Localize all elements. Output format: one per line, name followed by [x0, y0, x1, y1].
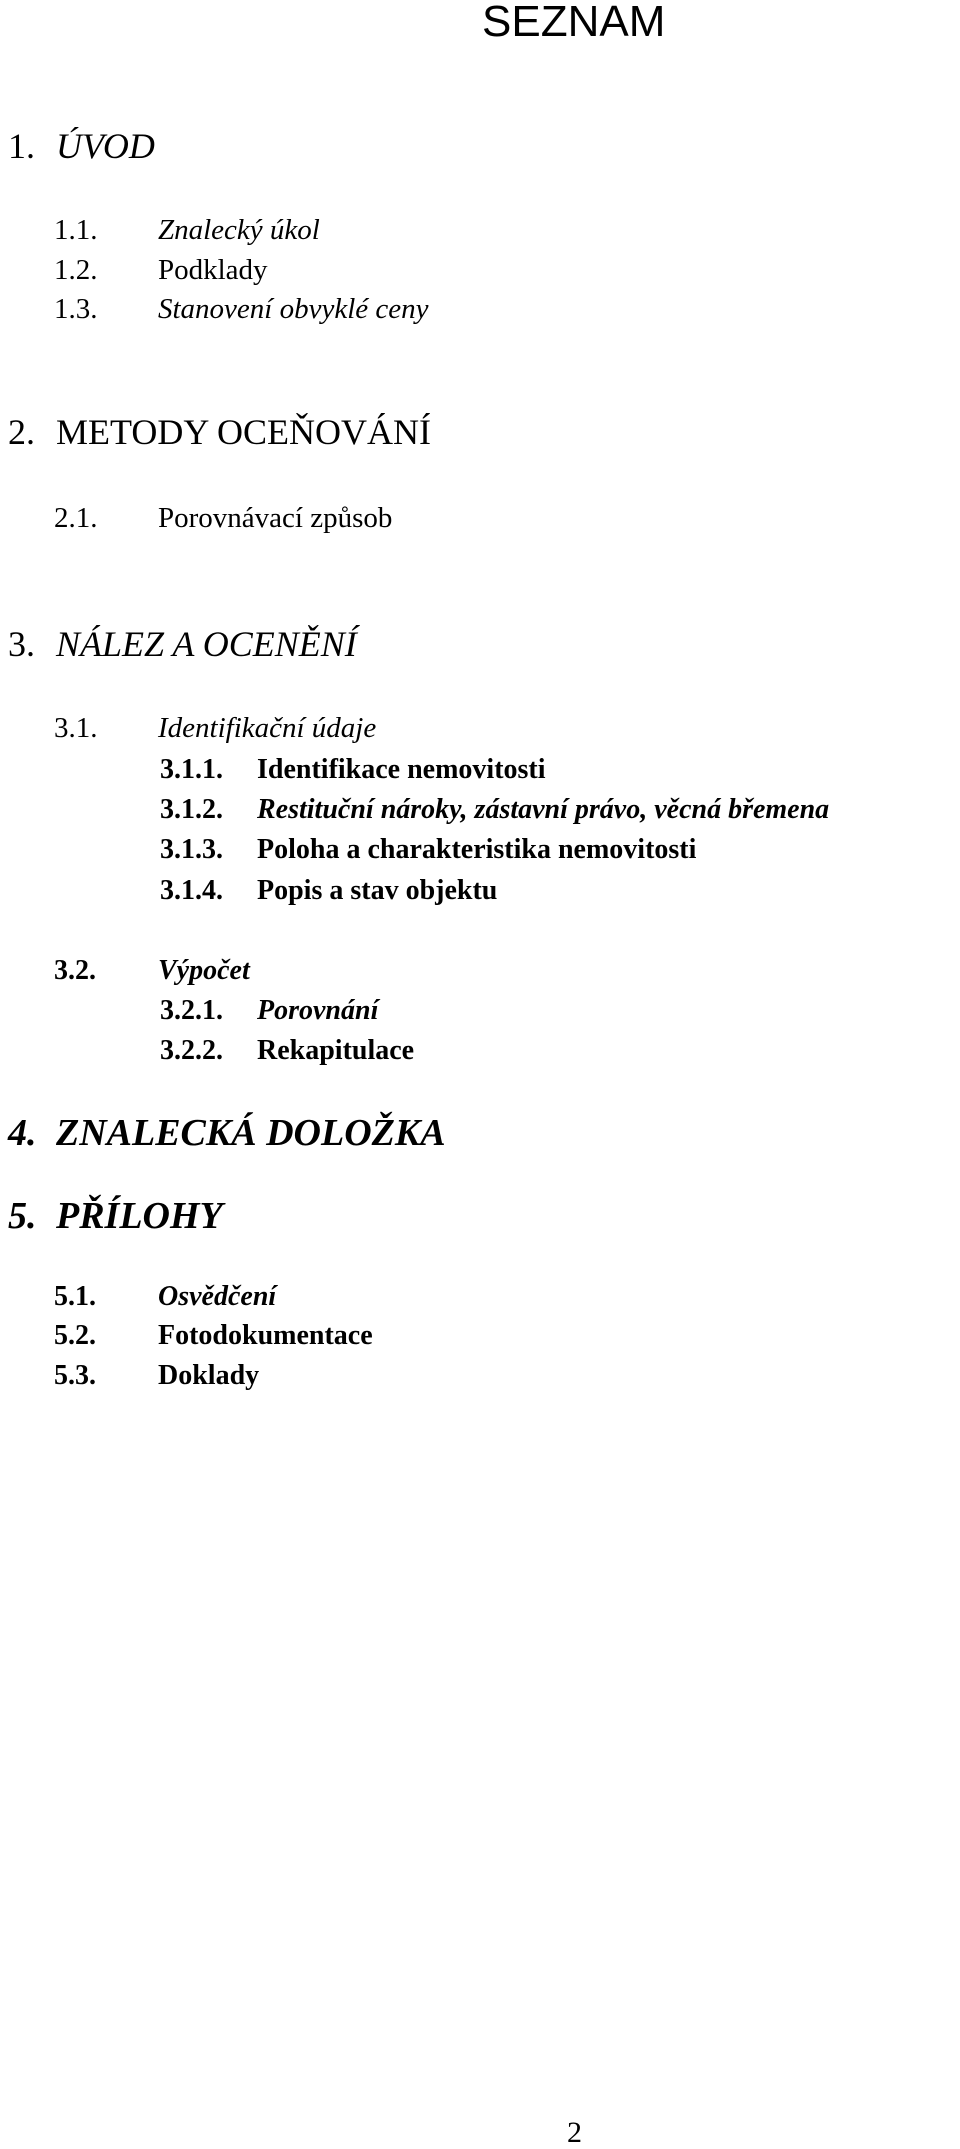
section-1-title: ÚVOD — [56, 126, 155, 166]
item-3-2-label: Výpočet — [158, 955, 250, 986]
item-5-2-label: Fotodokumentace — [158, 1320, 373, 1351]
item-3-2-number: 3.2. — [54, 955, 96, 986]
item-3-1-1-number: 3.1.1. — [160, 754, 223, 785]
item-1-3-label: Stanovení obvyklé ceny — [158, 293, 429, 325]
section-4-number: 4. — [8, 1112, 37, 1154]
item-5-1-number: 5.1. — [54, 1281, 96, 1312]
item-3-1-2-number: 3.1.2. — [160, 794, 223, 825]
item-2-1-label: Porovnávací způsob — [158, 502, 393, 534]
item-3-1-4-number: 3.1.4. — [160, 875, 223, 906]
item-3-1-1-label: Identifikace nemovitosti — [257, 754, 546, 785]
item-3-2-1-number: 3.2.1. — [160, 995, 223, 1026]
item-3-1-2-label: Restituční nároky, zástavní právo, věcná břemena — [257, 794, 830, 825]
item-1-3-number: 1.3. — [54, 293, 98, 325]
item-5-1-label: Osvědčení — [158, 1281, 277, 1312]
item-3-1-label: Identifikační údaje — [158, 712, 377, 744]
section-4-title: ZNALECKÁ DOLOŽKA — [56, 1112, 446, 1154]
item-5-3-number: 5.3. — [54, 1360, 96, 1391]
item-3-1-3-label: Poloha a charakteristika nemovitosti — [257, 834, 697, 865]
item-3-1-3-number: 3.1.3. — [160, 834, 223, 865]
item-1-1-label: Znalecký úkol — [158, 214, 320, 246]
item-3-1-number: 3.1. — [54, 712, 98, 744]
section-2-number: 2. — [8, 412, 35, 452]
item-3-2-2-label: Rekapitulace — [257, 1035, 415, 1066]
item-5-3-label: Doklady — [158, 1360, 260, 1391]
section-3-title: NÁLEZ A OCENĚNÍ — [56, 624, 357, 664]
item-1-2-number: 1.2. — [54, 254, 98, 286]
page-title: SEZNAM — [482, 0, 666, 46]
section-5-number: 5. — [8, 1195, 37, 1237]
item-2-1-number: 2.1. — [54, 502, 98, 534]
item-5-2-number: 5.2. — [54, 1320, 96, 1351]
item-1-2-label: Podklady — [158, 254, 268, 286]
item-3-1-4-label: Popis a stav objektu — [257, 875, 498, 906]
section-5-title: PŘÍLOHY — [56, 1195, 223, 1237]
item-3-2-2-number: 3.2.2. — [160, 1035, 223, 1066]
item-1-1-number: 1.1. — [54, 214, 98, 246]
section-2-title: METODY OCEŇOVÁNÍ — [56, 412, 431, 452]
item-3-2-1-label: Porovnání — [257, 995, 379, 1026]
section-3-number: 3. — [8, 624, 35, 664]
page-number: 2 — [567, 2116, 582, 2149]
section-1-number: 1. — [8, 126, 35, 166]
